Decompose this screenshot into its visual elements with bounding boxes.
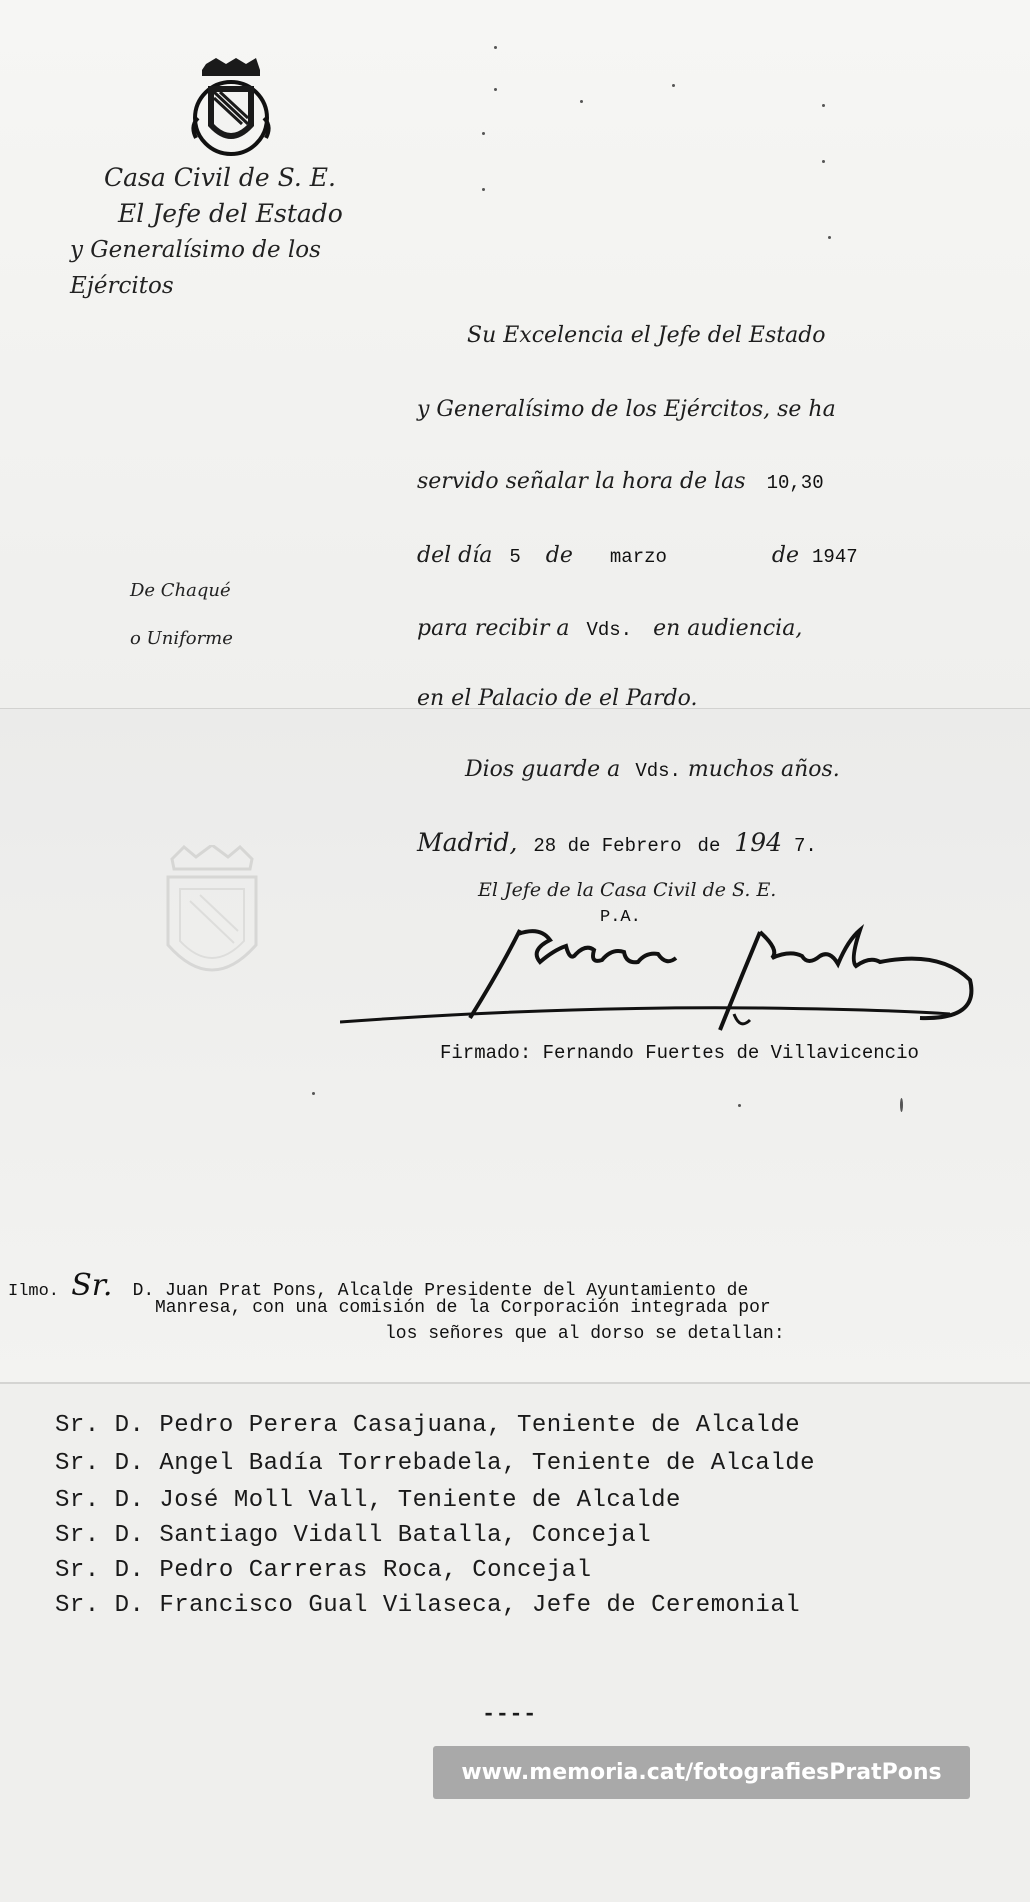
body-text: de [545,543,573,568]
date-year: 194 [734,828,783,857]
date-year: 7. [793,835,817,857]
body-line [465,757,840,782]
per-absence: P.A. [600,908,641,927]
body-text: muchos años. [687,757,840,782]
dress-code-line: De Chaqué [130,580,231,601]
coat-of-arms-icon [186,56,276,156]
member-item: Sr. D. Santiago Vidall Batalla, Concejal [55,1522,652,1549]
letterhead-line: Casa Civil de S. E. [104,163,336,192]
body-text: Vds. [635,760,681,782]
body-text: Dios guarde a [465,757,621,782]
body-text: de [771,543,800,568]
letterhead-line: El Jefe del Estado [118,199,343,228]
member-item: Sr. D. José Moll Vall, Teniente de Alcalde [55,1487,681,1514]
date-line [417,828,817,857]
member-item: Sr. D. Francisco Gual Vilaseca, Jefe de Ceremonial [55,1592,801,1619]
body-line [417,469,824,494]
appointment-day: 5 [509,546,521,568]
body-text: servido señalar la hora de las [417,469,746,494]
body-text: del día [417,543,493,568]
body-text: Vds. [586,619,633,641]
honorific: Ilmo. [8,1282,60,1301]
closing: El Jefe de la Casa Civil de S. E. [478,879,777,901]
addressee-line: los señores que al dorso se detallan: [385,1324,785,1344]
body-line: Su Excelencia el Jefe del Estado [467,323,826,348]
addressee-line: Manresa, con una comisión de la Corporación integrada por [155,1298,771,1318]
signed-by: Firmado: Fernando Fuertes de Villavicencio [440,1042,919,1064]
body-line: en el Palacio de el Pardo. [417,686,698,711]
body-line [417,616,802,641]
appointment-month: marzo [609,546,667,568]
member-item: Sr. D. Pedro Carreras Roca, Concejal [55,1557,592,1584]
body-text: para recibir a [417,616,570,641]
signature [340,910,980,1040]
watermark-url: www.memoria.cat/fotografiesPratPons [433,1746,970,1799]
appointment-year: 1947 [812,546,858,568]
date-typed: 28 de Febrero [533,835,682,857]
embossed-seal-icon [150,845,275,1005]
document-upper-section [0,0,1030,708]
body-line: y Generalísimo de los Ejércitos, se ha [417,397,836,422]
place: Madrid, [417,828,518,857]
date-typed: de [697,835,721,857]
body-line [417,543,858,568]
honorific-handwritten: Sr. [71,1268,113,1303]
letterhead-line: y Generalísimo de los Ejércitos [70,237,321,299]
end-mark: ---- [482,1702,537,1727]
member-item: Sr. D. Angel Badía Torrebadela, Teniente de Alcalde [55,1450,816,1477]
appointment-time: 10,30 [766,472,824,494]
dress-code-line: o Uniforme [130,628,233,649]
member-item: Sr. D. Pedro Perera Casajuana, Teniente de Alcalde [55,1412,801,1439]
body-text: en audiencia, [653,616,803,641]
letterhead [70,160,400,304]
addressee-text: D. Juan Prat Pons, Alcalde Presidente del Ayuntamiento de [132,1281,749,1301]
